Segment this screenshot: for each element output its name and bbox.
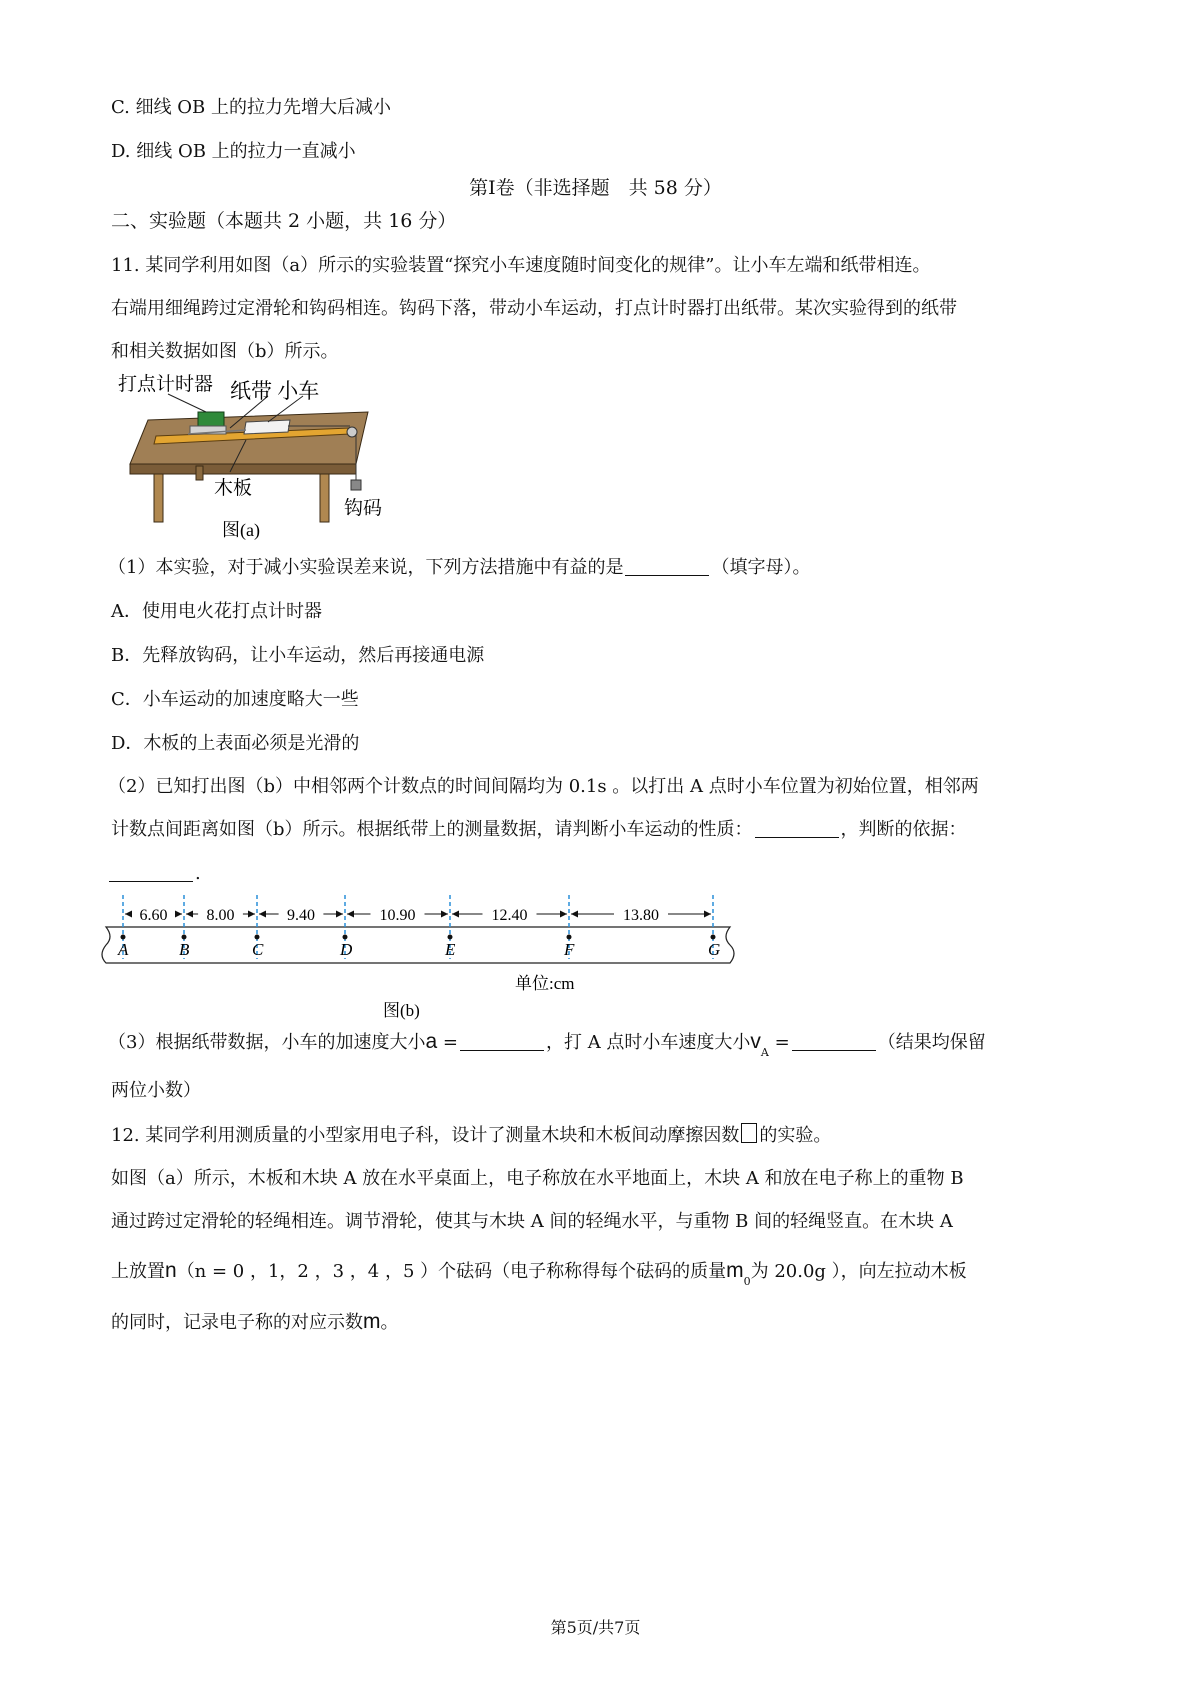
figure-a-apparatus xyxy=(118,368,428,548)
symbol-m0-subscript: 0 xyxy=(743,1275,751,1288)
distance-arrowhead xyxy=(175,911,182,918)
q12-line-4-start: 上放置 xyxy=(111,1261,165,1282)
symbol-m: m xyxy=(363,1310,381,1333)
distance-arrowhead xyxy=(571,911,578,918)
count-point-label: E xyxy=(445,940,456,959)
option-d-prev: D. 细线 OB 上的拉力一直减小 xyxy=(111,141,356,162)
count-point-dot xyxy=(343,935,348,940)
count-point-dot xyxy=(567,935,572,940)
q12-line-2: 如图（a）所示，木板和木块 A 放在水平桌面上，电子称放在水平地面上，木块 A 和放在电子称上的重物 B xyxy=(111,1168,964,1189)
distance-label: 13.80 xyxy=(623,907,659,924)
q11-part3-mid: ，打 A 点时小车速度大小 xyxy=(545,1032,751,1053)
q11-part2-text: 计数点间距离如图（b）所示。根据纸带上的测量数据，请判断小车运动的性质： xyxy=(111,819,753,840)
answer-blank-3[interactable] xyxy=(109,863,193,882)
q11-part1 xyxy=(108,555,810,581)
q11-part2-line-3 xyxy=(109,861,201,887)
section-title: 第Ⅰ卷（非选择题 共 58 分） xyxy=(469,177,722,199)
answer-blank-1[interactable] xyxy=(625,557,709,576)
q11-part2-line-2 xyxy=(111,817,967,843)
count-point-dot xyxy=(255,935,260,940)
label-timer: 打点计时器 xyxy=(118,374,214,395)
distance-label: 8.00 xyxy=(206,907,235,924)
distance-arrowhead xyxy=(125,911,132,918)
answer-blank-2[interactable] xyxy=(755,819,839,838)
symbol-v-subscript: A xyxy=(760,1046,769,1059)
option-c-prev: C. 细线 OB 上的拉力先增大后减小 xyxy=(111,97,392,118)
q11-option-b: B．先释放钩码，让小车运动，然后再接通电源 xyxy=(111,645,485,666)
distance-arrowhead xyxy=(560,911,567,918)
distance-label: 9.40 xyxy=(287,907,315,924)
q12-line-3: 通过跨过定滑轮的轻绳相连。调节滑轮，使其与木块 A 间的轻绳水平，与重物 B 间的轻绳竖直。在木块 A xyxy=(111,1211,953,1232)
distance-arrowhead xyxy=(441,911,448,918)
label-weight: 钩码 xyxy=(344,498,383,519)
distance-arrowhead xyxy=(186,911,193,918)
distance-label: 12.40 xyxy=(491,907,528,924)
symbol-a: a xyxy=(425,1030,438,1053)
count-point-dot xyxy=(448,935,453,940)
distance-arrowhead xyxy=(704,911,711,918)
distance-arrowhead xyxy=(347,911,354,918)
distance-arrowhead xyxy=(259,911,266,918)
count-point-label: D xyxy=(340,940,353,959)
symbol-m0: m xyxy=(726,1259,744,1282)
count-point-label: C xyxy=(252,940,264,959)
count-point-dot xyxy=(182,935,187,940)
distance-arrowhead xyxy=(248,911,255,918)
q11-part3-text: （3）根据纸带数据，小车的加速度大小 xyxy=(108,1032,426,1053)
q11-line-1: 11. 某同学利用如图（a）所示的实验装置“探究小车速度随时间变化的规律”。让小车左端和纸带相连。 xyxy=(111,255,931,276)
q11-option-d: D．木板的上表面必须是光滑的 xyxy=(111,733,360,754)
q12-line-4-mid: （n = 0 ，1，2 ，3 ，4 ，5 ）个砝码（电子称称得每个砝码的质量 xyxy=(176,1261,727,1282)
distance-label: 10.90 xyxy=(379,907,416,924)
count-point-label: F xyxy=(564,940,575,959)
q11-part2-period: . xyxy=(195,863,201,884)
missing-symbol-box xyxy=(741,1123,757,1143)
page-footer: 第5页/共7页 xyxy=(550,1618,641,1637)
q12-text-end: 的实验。 xyxy=(759,1125,832,1146)
tape-unit-label: 单位:cm xyxy=(515,974,575,993)
distance-label: 6.60 xyxy=(139,907,168,924)
section-heading-experiment: 二、实验题（本题共 2 小题，共 16 分） xyxy=(111,210,457,232)
label-tape-cart: 纸带 小车 xyxy=(230,379,320,403)
q12-line-4 xyxy=(111,1258,967,1295)
count-point-dot xyxy=(711,935,716,940)
figure-b-caption: 图(b) xyxy=(383,1001,420,1020)
distance-arrowhead xyxy=(452,911,459,918)
q12-line-5 xyxy=(111,1309,399,1336)
q11-part2-basis: ，判断的依据： xyxy=(840,819,967,840)
q11-part1-suffix: （填字母）。 xyxy=(711,557,811,578)
distance-arrowhead xyxy=(336,911,343,918)
equals-sign-2: = xyxy=(774,1032,790,1053)
answer-blank-5[interactable] xyxy=(792,1032,876,1051)
q11-part3-line-2: 两位小数） xyxy=(111,1080,201,1101)
symbol-n: n xyxy=(165,1259,177,1282)
figure-a-caption: 图(a) xyxy=(222,520,260,540)
count-point-dot xyxy=(121,935,126,940)
answer-blank-4[interactable] xyxy=(460,1032,544,1051)
q11-option-a: A．使用电火花打点计时器 xyxy=(111,601,322,622)
label-board: 木板 xyxy=(214,478,253,499)
equals-sign: = xyxy=(442,1032,458,1053)
q12-line-4-end: 为 20.0g ），向左拉动木板 xyxy=(750,1261,967,1282)
q11-line-3: 和相关数据如图（b）所示。 xyxy=(111,341,339,362)
symbol-v: v xyxy=(750,1030,761,1053)
q12-line-5-end: 。 xyxy=(380,1312,399,1333)
q11-line-2: 右端用细绳跨过定滑轮和钩码相连。钩码下落，带动小车运动，打点计时器打出纸带。某次实验得到的纸带 xyxy=(111,298,957,319)
count-point-label: B xyxy=(179,940,190,959)
q12-line-1 xyxy=(111,1123,831,1149)
q11-part3-line-1 xyxy=(108,1029,986,1066)
count-point-label: A xyxy=(118,940,129,959)
q12-line-5-start: 的同时，记录电子称的对应示数 xyxy=(111,1312,363,1333)
q11-option-c: C．小车运动的加速度略大一些 xyxy=(111,689,359,710)
figure-b-paper-tape xyxy=(100,893,740,1025)
count-point-label: G xyxy=(708,940,721,959)
q11-part2-line-1: （2）已知打出图（b）中相邻两个计数点的时间间隔均为 0.1s 。以打出 A 点时小车位置为初始位置，相邻两 xyxy=(108,776,979,797)
q11-part3-suffix: （结果均保留 xyxy=(877,1032,986,1053)
q11-part1-text: （1）本实验，对于减小实验误差来说，下列方法措施中有益的是 xyxy=(108,557,624,578)
q12-text: 12. 某同学利用测质量的小型家用电子科，设计了测量木块和木板间动摩擦因数 xyxy=(111,1125,740,1146)
